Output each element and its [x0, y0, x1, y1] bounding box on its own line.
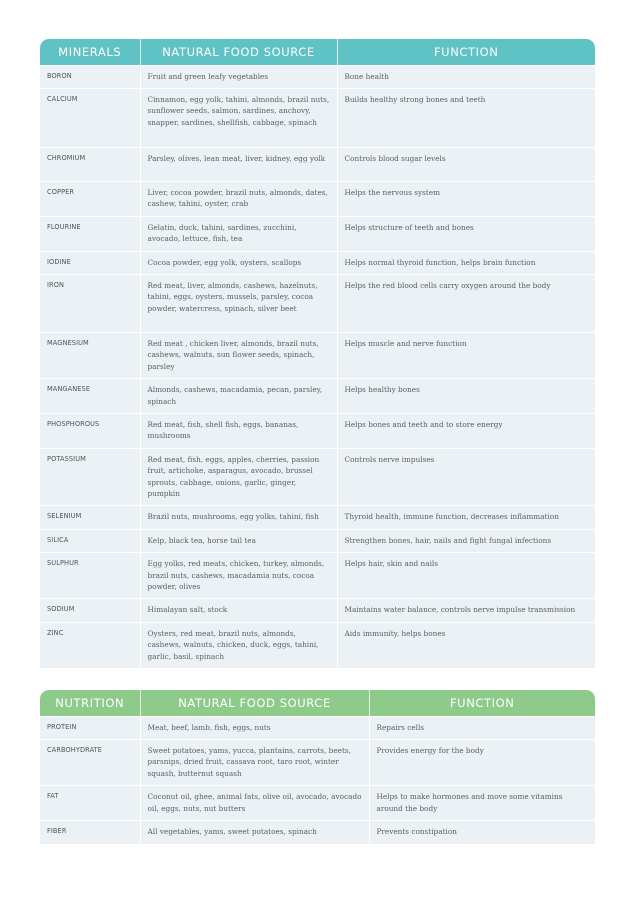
food-source: Red meat, fish, shell fish, eggs, bananas, mushrooms	[140, 413, 337, 448]
table-row	[40, 529, 595, 552]
mineral-name: CHROMIUM	[40, 147, 140, 181]
food-source: Liver, cocoa powder, brazil nuts, almonds, dates, cashew, tahini, oyster, crab	[140, 181, 337, 216]
table-row	[40, 739, 595, 785]
food-source: Brazil nuts, mushrooms, egg yolks, tahini, fish	[140, 506, 337, 529]
food-source: Kelp, black tea, horse tail tea	[140, 529, 337, 552]
table-row	[40, 181, 595, 216]
mineral-name: CALCIUM	[40, 88, 140, 147]
table-row	[40, 599, 595, 622]
table-row	[40, 448, 595, 506]
food-source: All vegetables, yams, sweet potatoes, spinach	[140, 821, 369, 844]
table-row	[40, 379, 595, 414]
table-row	[40, 786, 595, 821]
function: Aids immunity, helps bones	[337, 622, 595, 668]
function: Helps muscle and nerve function	[337, 332, 595, 378]
mineral-name: FLOURINE	[40, 216, 140, 251]
food-source: Parsley, olives, lean meat, liver, kidney, egg yolk	[140, 147, 337, 181]
food-source: Fruit and green leafy vegetables	[140, 65, 337, 88]
table-row	[40, 332, 595, 378]
food-source: Red meat , chicken liver, almonds, brazil nuts, cashews, walnuts, sun flower seeds, spinach, parsley	[140, 332, 337, 378]
nutrient-name: FAT	[40, 786, 140, 821]
function: Helps hair, skin and nails	[337, 553, 595, 599]
mineral-name: BORON	[40, 65, 140, 88]
function: Helps bones and teeth and to store energy	[337, 413, 595, 448]
mineral-name: SELENIUM	[40, 506, 140, 529]
table-row	[40, 251, 595, 274]
table-row	[40, 274, 595, 332]
nutrient-name: FIBER	[40, 821, 140, 844]
food-source-column-header: NATURAL FOOD SOURCE	[140, 690, 369, 716]
mineral-name: POTASSIUM	[40, 448, 140, 506]
mineral-name: MAGNESIUM	[40, 332, 140, 378]
mineral-name: IODINE	[40, 251, 140, 274]
food-source: Red meat, liver, almonds, cashews, hazelnuts, tahini, eggs, oysters, mussels, parsley, cocoa powder, watercress, spinach, silver beet	[140, 274, 337, 332]
minerals-header-row	[40, 39, 595, 65]
mineral-name: SODIUM	[40, 599, 140, 622]
function: Provides energy for the body	[369, 739, 595, 785]
function: Helps healthy bones	[337, 379, 595, 414]
food-source: Himalayan salt, stock	[140, 599, 337, 622]
nutrition-table	[40, 690, 595, 844]
food-source: Gelatin, duck, tahini, sardines, zucchini, avocado, lettuce, fish, tea	[140, 216, 337, 251]
table-row	[40, 716, 595, 739]
food-source: Coconut oil, ghee, animal fats, olive oil, avocado, avocado oil, eggs, nuts, nut butters	[140, 786, 369, 821]
mineral-name: COPPER	[40, 181, 140, 216]
function: Helps to make hormones and move some vitamins around the body	[369, 786, 595, 821]
food-source: Red meat, fish, eggs, apples, cherries, passion fruit, artichoke, asparagus, avocado, brussel sprouts, cabbage, onions, garlic, ginger, pumpkin	[140, 448, 337, 506]
nutrient-name: PROTEIN	[40, 716, 140, 739]
function: Bone health	[337, 65, 595, 88]
function: Controls blood sugar levels	[337, 147, 595, 181]
table-row	[40, 216, 595, 251]
table-row	[40, 413, 595, 448]
mineral-name: IRON	[40, 274, 140, 332]
minerals-table	[40, 39, 595, 668]
function: Helps structure of teeth and bones	[337, 216, 595, 251]
mineral-name: MANGANESE	[40, 379, 140, 414]
function: Strengthen bones, hair, nails and fight fungal infections	[337, 529, 595, 552]
table-row	[40, 553, 595, 599]
minerals-column-header: MINERALS	[40, 39, 140, 65]
food-source: Oysters, red meat, brazil nuts, almonds, cashews, walnuts, chicken, duck, eggs, tahini, garlic, basil, spinach	[140, 622, 337, 668]
mineral-name: SULPHUR	[40, 553, 140, 599]
table-row	[40, 622, 595, 668]
function: Maintains water balance, controls nerve impulse transmission	[337, 599, 595, 622]
function: Helps normal thyroid function, helps brain function	[337, 251, 595, 274]
function: Thyroid health, immune function, decreases inflammation	[337, 506, 595, 529]
table-row	[40, 821, 595, 844]
table-row	[40, 88, 595, 147]
table-row	[40, 65, 595, 88]
mineral-name: PHOSPHOROUS	[40, 413, 140, 448]
mineral-name: ZINC	[40, 622, 140, 668]
nutrition-header-row	[40, 690, 595, 716]
function: Helps the red blood cells carry oxygen around the body	[337, 274, 595, 332]
table-row	[40, 147, 595, 181]
food-source: Meat, beef, lamb, fish, eggs, nuts	[140, 716, 369, 739]
function: Prevents constipation	[369, 821, 595, 844]
food-source: Egg yolks, red meats, chicken, turkey, almonds, brazil nuts, cashews, macadamia nuts, cocoa powder, olives	[140, 553, 337, 599]
nutrition-column-header: NUTRITION	[40, 690, 140, 716]
food-source: Almonds, cashews, macadamia, pecan, parsley, spinach	[140, 379, 337, 414]
food-source: Cinnamon, egg yolk, tahini, almonds, brazil nuts, sunflower seeds, salmon, sardines, anchovy, snapper, sardines, shellfish, cabbage, spinach	[140, 88, 337, 147]
function-column-header: FUNCTION	[337, 39, 595, 65]
function: Repairs cells	[369, 716, 595, 739]
function-column-header: FUNCTION	[369, 690, 595, 716]
mineral-name: SILICA	[40, 529, 140, 552]
function: Helps the nervous system	[337, 181, 595, 216]
table-row	[40, 506, 595, 529]
function: Builds healthy strong bones and teeth	[337, 88, 595, 147]
food-source-column-header: NATURAL FOOD SOURCE	[140, 39, 337, 65]
nutrient-name: CARBOHYDRATE	[40, 739, 140, 785]
food-source: Sweet potatoes, yams, yucca, plantains, carrots, beets, parsnips, dried fruit, cassava root, taro root, winter squash, butternut squash	[140, 739, 369, 785]
function: Controls nerve impulses	[337, 448, 595, 506]
food-source: Cocoa powder, egg yolk, oysters, scallops	[140, 251, 337, 274]
